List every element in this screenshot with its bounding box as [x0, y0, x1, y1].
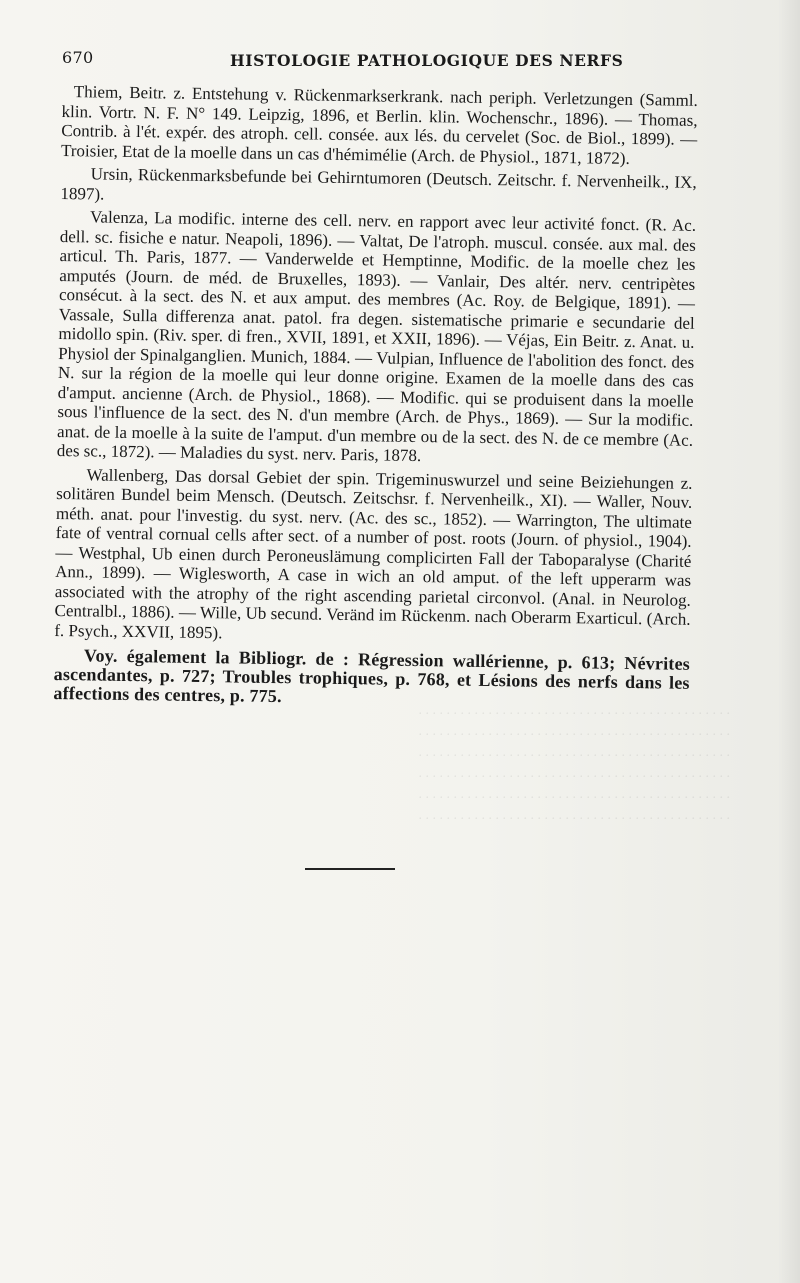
page-header	[62, 48, 702, 74]
bibliography-entry-ursin: Ursin, Rückenmarksbefunde bei Gehirntumoren (Deutsch. Zeitschr. f. Nervenheilk., IX, 1897).	[60, 164, 697, 204]
bibliography-entry-thiem: Thiem, Beitr. z. Entstehung v. Rückenmarkserkrank. nach periph. Verletzungen (Samml. klin. Vortr. N. F. N° 149. Leipzig, 1896, et Berlin. klin. Wochenschr., 1896). — Thomas, Contrib. à l'ét. expér. des atroph. cell. consée. aux lés. du cervelet (Soc. de Biol., 1899). — Troisier, Etat de la moelle dans un cas d'hémimélie (Arch. de Physiol., 1871, 1872).	[60, 82, 698, 168]
running-title: HISTOLOGIE PATHOLOGIQUE DES NERFS	[230, 51, 624, 70]
section-end-rule	[305, 868, 395, 870]
see-also-note: Voy. également la Bibliogr. de : Régression wallérienne, p. 613; Névrites ascendantes, p. 727; Troubles trophiques, p. 768, et Lésions des nerfs dans les affections des centres, p. 775.	[53, 645, 691, 707]
page-number: 670	[62, 48, 94, 67]
bibliography-entry-valenza: Valenza, La modific. interne des cell. nerv. en rapport avec leur activité fonct. (R. Ac. dell. sc. fisiche e natur. Neapoli, 1896). — Valtat, De l'atroph. muscul. consée. aux mal. des articul. Th. Paris, 1877. — Vanderwelde et Hemptinne, Modific. de la moelle chez les amputés (Journ. de méd. de Bruxelles, 1893). — Vanlair, Des altér. nerv. centripètes consécut. à la sect. des N. et aux amput. des membres (Ac. Roy. de Belgique, 1891). — Vassale, Sulla differenza anat. patol. fra degen. sistematische primarie e secundarie del midollo spin. (Riv. sper. di fren., XVII, 1891, et XXII, 1896). — Véjas, Ein Beitr. z. Anat. u. Physiol der Spinalganglien. Munich, 1884. — Vulpian, Influence de l'abolition des fonct. des N. sur la région de la moelle qui leur donne origine. Examen de la moelle dans des cas d'amput. ancienne (Arch. de Physiol., 1868). — Modific. qui se produisent dans la moelle sous l'influence de la sect. des N. d'un membre (Arch. de Phys., 1869). — Sur la modific. anat. de la moelle à la suite de l'amput. d'un membre ou de la sect. des N. de ce membre (Ac. des sc., 1872). — Maladies du syst. nerv. Paris, 1878.	[56, 207, 697, 466]
show-through-text: . . . . . . . . . . . . . . . . . . . . . . . . . . . . . . . . . . . . . . . . . . . . . . . . . . . . . . . . . . . . . . . . . . . . . . . . . . . . . . . . . . . . . . . . . . . . . . . . . . . . . . . . . . . . . . . . . . . . . . . . . . . . . . . . . . . . . . . . . . . . . . . . . . . . . . . . . . . . . . . . . . . . . . . . . . . . . . . . . . . . . . . . . . . . . . . . . . . . . . . . . . . . . . . . . . . . . . . . . . . . . . . . . . . . . . . . . . . . . . . . . . . . . . . . . . . . . . . . . . . . . . . . . . . . . .	[418, 703, 730, 823]
bibliography-entry-wallenberg: Wallenberg, Das dorsal Gebiet der spin. Trigeminuswurzel und seine Beiziehungen z. solitären Bundel beim Mensch. (Deutsch. Zeitschsr. f. Nervenheilk., XI). — Waller, Nouv. méth. anat. pour l'investig. du syst. nerv. (Ac. des sc., 1852). — Warrington, The ultimate fate of ventral cornual cells after sect. of a number of post. roots (Journ. of physiol., 1904). — Westphal, Ub einen durch Peroneuslämung complicirten Fall der Taboparalyse (Charité Ann., 1899). — Wiglesworth, A case in wich an old amput. of the left upperarm was associated with the atrophy of the right ascending parietal circonvol. (Anal. in Neurolog. Centralbl., 1886). — Wille, Ub secund. Veränd im Rückenm. nach Oberarm Exarticul. (Arch. f. Psych., XXVII, 1895).	[54, 464, 693, 642]
bibliography-text	[53, 82, 698, 730]
page-edge-shadow	[778, 0, 800, 1283]
